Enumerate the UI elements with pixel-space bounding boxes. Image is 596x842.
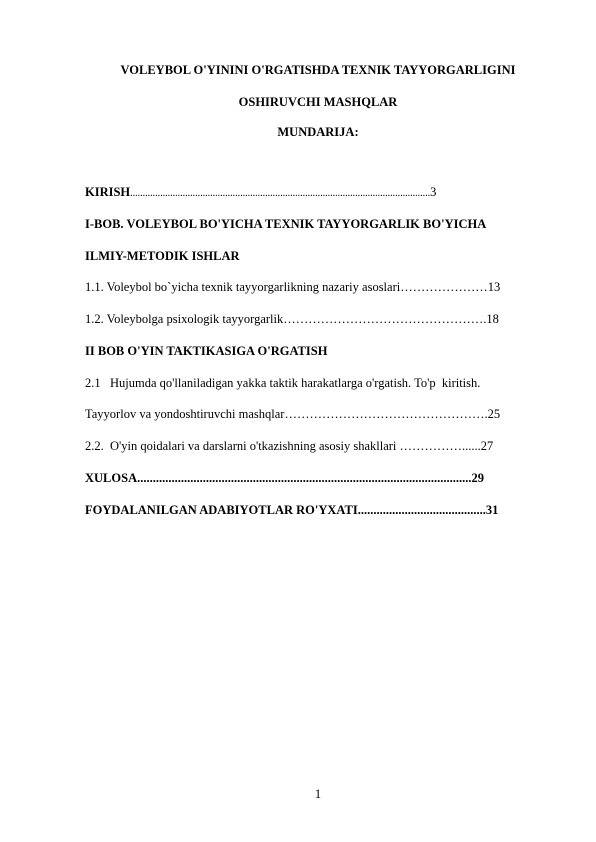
toc-entry-1-2	[85, 311, 499, 327]
document-title-line-2: OSHIRUVCHI MASHQLAR	[238, 95, 398, 109]
toc-entry-page: 29	[471, 471, 484, 485]
toc-entry-page: 31	[485, 503, 499, 517]
toc-chapter-2-heading: II BOB O'YIN TAKTIKASIGA O'RGATISH	[85, 344, 328, 358]
toc-entry-label: 1.2. Voleybolga psixologik tayyorgarlik	[85, 312, 284, 326]
toc-entry-dots: …………………………………………	[284, 407, 485, 421]
toc-entry-dots: ........................................................................................................................	[130, 188, 431, 199]
toc-entry-dots: ……………......	[399, 439, 481, 453]
toc-entry-dots: …………………………………………	[283, 312, 484, 326]
page-number: 1	[314, 787, 322, 801]
toc-entry-2-2	[85, 438, 493, 454]
toc-entry-label: XULOSA	[85, 471, 138, 485]
toc-entry-label: KIRISH	[85, 185, 131, 199]
toc-entry-page: 27	[480, 439, 494, 453]
toc-entry-bibliography	[85, 502, 498, 518]
toc-entry-1-1	[85, 279, 500, 295]
toc-entry-page: 3	[430, 185, 437, 199]
toc-entry-page: 13	[487, 280, 501, 294]
toc-entry-label: 2.2. O'yin qoidalari va darslarni o'tkazishning asosiy shakllari	[85, 439, 400, 453]
toc-entry-label: Tayyorlov va yondoshtiruvchi mashqlar	[85, 407, 285, 421]
toc-entry-kirish	[85, 184, 436, 202]
contents-heading: MUNDARIJA:	[277, 125, 359, 139]
toc-entry-2-1-cont	[85, 406, 500, 422]
toc-entry-page: .18	[483, 312, 499, 326]
toc-entry-xulosa	[85, 470, 484, 486]
toc-entry-2-1: 2.1 Hujumda qo'llaniladigan yakka taktik harakatlarga o'rgatish. To'p kiritish.	[85, 376, 481, 390]
toc-entry-label: 1.1. Voleybol bo`yicha texnik tayyorgarlikning nazariy asoslari	[85, 280, 401, 294]
toc-entry-label: FOYDALANILGAN ADABIYOTLAR RO'YXATI	[85, 503, 358, 517]
document-title-line-1: VOLEYBOL O'YININI O'RGATISHDA TEXNIK TAYYORGARLIGINI	[120, 63, 516, 77]
toc-entry-page: .25	[484, 407, 501, 421]
toc-chapter-1-heading: I-BOB. VOLEYBOL BO'YICHA TEXNIK TAYYORGARLIK BO'YICHA	[85, 217, 487, 231]
toc-entry-dots: …………………	[400, 280, 488, 294]
toc-entry-dots: .........................................	[357, 503, 486, 517]
toc-chapter-1-heading-cont: ILMIY-METODIK ISHLAR	[85, 249, 240, 263]
toc-entry-dots: ...........................................................................................................	[137, 471, 472, 485]
